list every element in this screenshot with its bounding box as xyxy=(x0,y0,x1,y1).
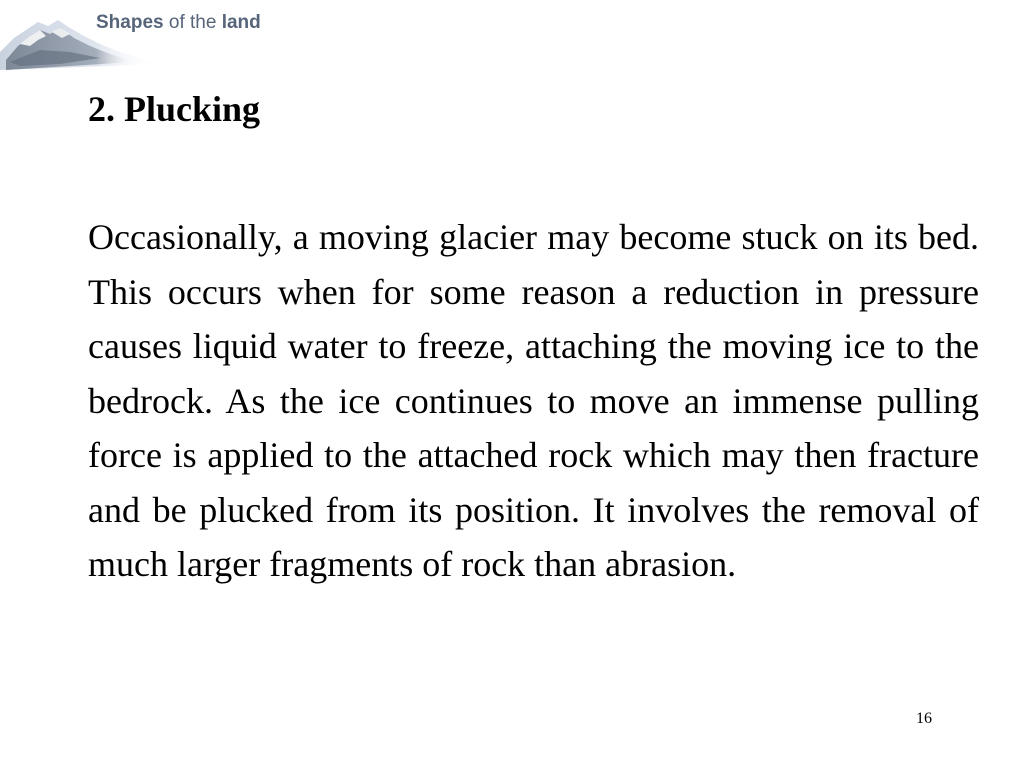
slide-title: 2. Plucking xyxy=(88,89,261,129)
page-number: 16 xyxy=(916,710,932,727)
logo-word-land: land xyxy=(221,12,261,33)
logo-word-shapes: Shapes xyxy=(96,12,164,33)
logo-word-of-the: of the xyxy=(168,12,217,33)
slide-body-text: Occasionally, a moving glacier may become stuck on its bed. This occurs when for some reason a reduction in pressure causes liquid water to freeze, attaching the moving ice to the bedrock. As the ice continues to move an immense pulling force is applied to the attached rock which may then fracture and be plucked from its position. It involves the removal of much larger fragments of rock than abrasion. xyxy=(88,217,979,584)
logo xyxy=(0,0,330,80)
logo-wordmark xyxy=(96,12,261,34)
